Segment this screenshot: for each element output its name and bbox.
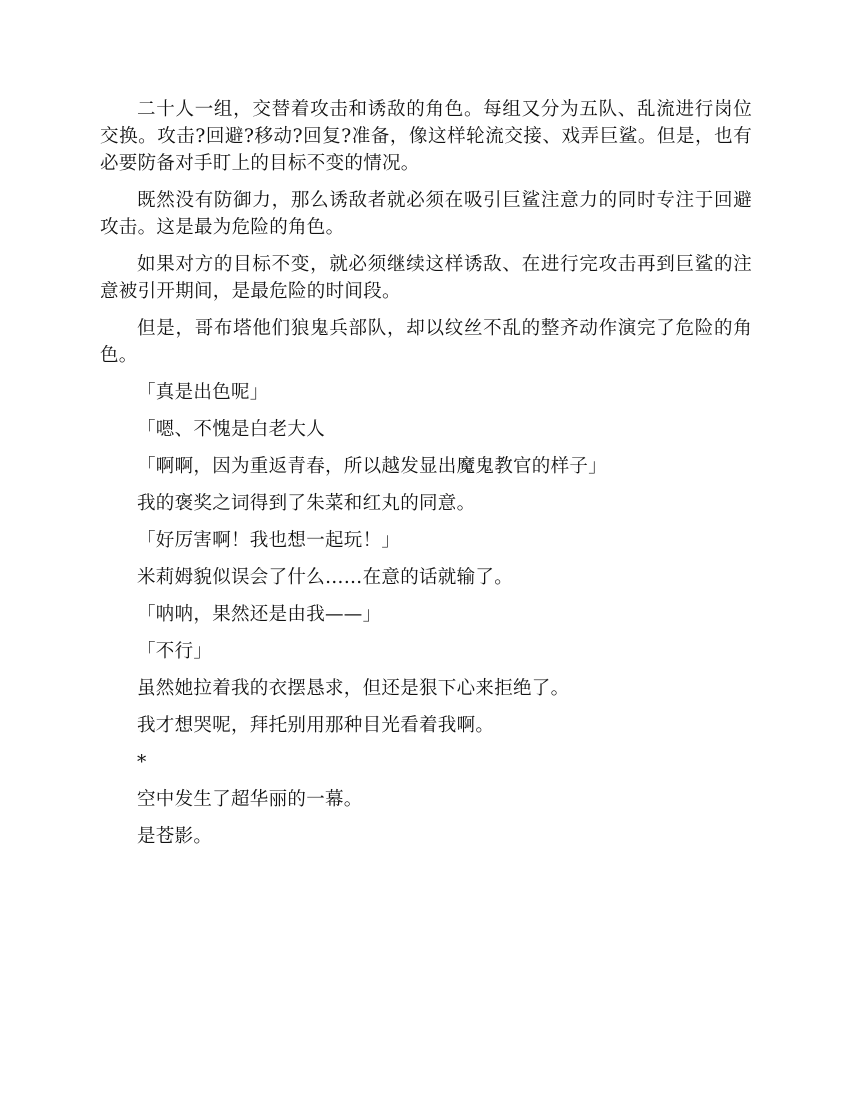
dialogue-line-2: 「嗯、不愧是白老大人 <box>137 419 326 440</box>
paragraph-5: 我的褒奖之词得到了朱菜和红丸的同意。 <box>137 493 476 514</box>
dialogue-line-1: 「真是出色呢」 <box>137 382 269 403</box>
paragraph-3: 如果对方的目标不变，就必须继续这样诱敌、在进行完攻击再到巨鲨的注意被引开期间，是最危险的时间段。 <box>100 254 752 302</box>
paragraph-9: 空中发生了超华丽的一幕。 <box>137 789 363 810</box>
paragraph-4: 但是，哥布塔他们狼鬼兵部队，却以纹丝不乱的整齐动作演完了危险的角色。 <box>100 318 752 366</box>
scene-break: * <box>137 752 147 773</box>
paragraph-2: 既然没有防御力，那么诱敌者就必须在吸引巨鲨注意力的同时专注于回避攻击。这是最为危险的角色。 <box>100 190 752 238</box>
paragraph-10: 是苍影。 <box>137 826 213 847</box>
paragraph-8: 我才想哭呢，拜托别用那种目光看着我啊。 <box>137 715 495 736</box>
paragraph-1: 二十人一组，交替着攻击和诱敌的角色。每组又分为五队、乱流进行岗位交换。攻击?回避?移动?回复?准备，像这样轮流交接、戏弄巨鲨。但是，也有必要防备对手盯上的目标不变的情况。 <box>100 99 752 174</box>
paragraph-6: 米莉姆貌似误会了什么……在意的话就输了。 <box>137 567 514 588</box>
document-page <box>100 96 752 860</box>
dialogue-line-3: 「啊啊，因为重返青春，所以越发显出魔鬼教官的样子」 <box>137 456 608 477</box>
dialogue-line-5: 「呐呐，果然还是由我——」 <box>137 604 382 625</box>
dialogue-line-6: 「不行」 <box>137 641 213 662</box>
dialogue-line-4: 「好厉害啊！我也想一起玩！」 <box>137 530 401 551</box>
paragraph-7: 虽然她拉着我的衣摆恳求，但还是狠下心来拒绝了。 <box>137 678 570 699</box>
